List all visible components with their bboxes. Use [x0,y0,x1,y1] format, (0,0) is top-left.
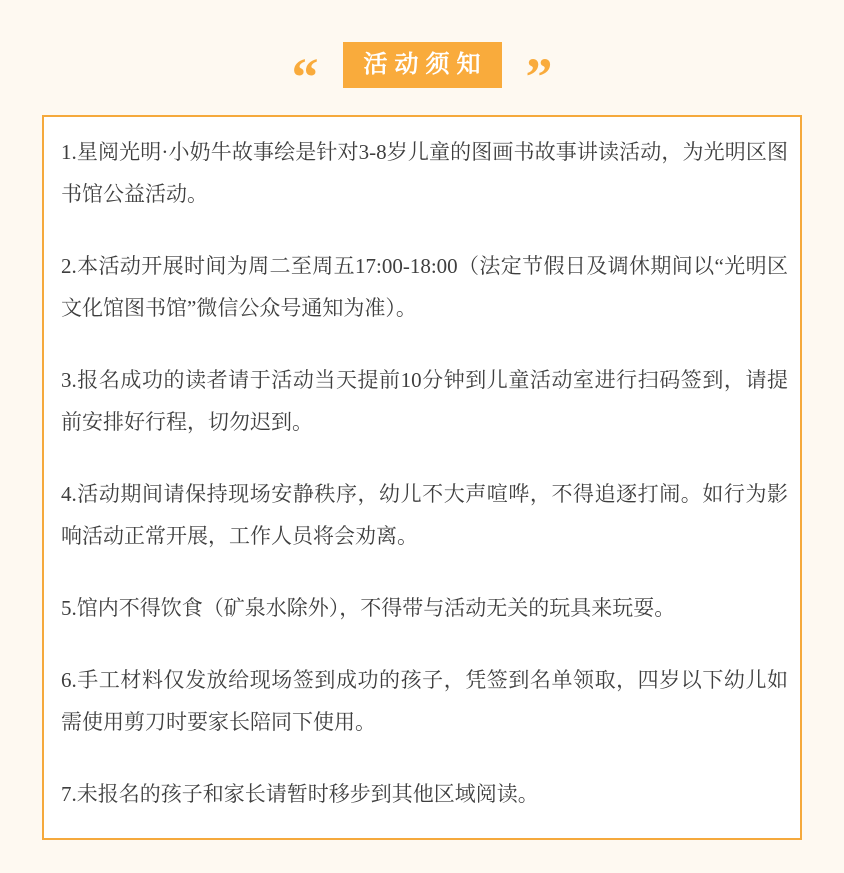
notice-item-2: 2.本活动开展时间为周二至周五17:00-18:00（法定节假日及调休期间以“光明区文化馆图书馆”微信公众号通知为准）。 [61,254,788,320]
notice-item-5: 5.馆内不得饮食（矿泉水除外），不得带与活动无关的玩具来玩耍。 [61,596,676,620]
notice-item-4: 4.活动期间请保持现场安静秩序，幼儿不大声喧哗，不得追逐打闹。如行为影响活动正常开展，工作人员将会劝离。 [61,482,788,548]
section-title: 活动须知 [363,51,488,78]
notice-item-3: 3.报名成功的读者请于活动当天提前10分钟到儿童活动室进行扫码签到，请提前安排好行程，切勿迟到。 [61,368,788,434]
notice-item-7: 7.未报名的孩子和家长请暂时移步到其他区域阅读。 [61,782,539,806]
section-header [0,42,844,107]
open-quote-icon: “ [291,47,319,107]
notice-item-1: 1.星阅光明·小奶牛故事绘是针对3-8岁儿童的图画书故事讲读活动，为光明区图书馆公益活动。 [61,140,788,206]
notice-item-6: 6.手工材料仅发放给现场签到成功的孩子，凭签到名单领取，四岁以下幼儿如需使用剪刀时要家长陪同下使用。 [61,668,788,734]
section-title-badge [343,42,502,88]
notice-panel [42,115,802,840]
close-quote-icon: ” [525,47,553,107]
